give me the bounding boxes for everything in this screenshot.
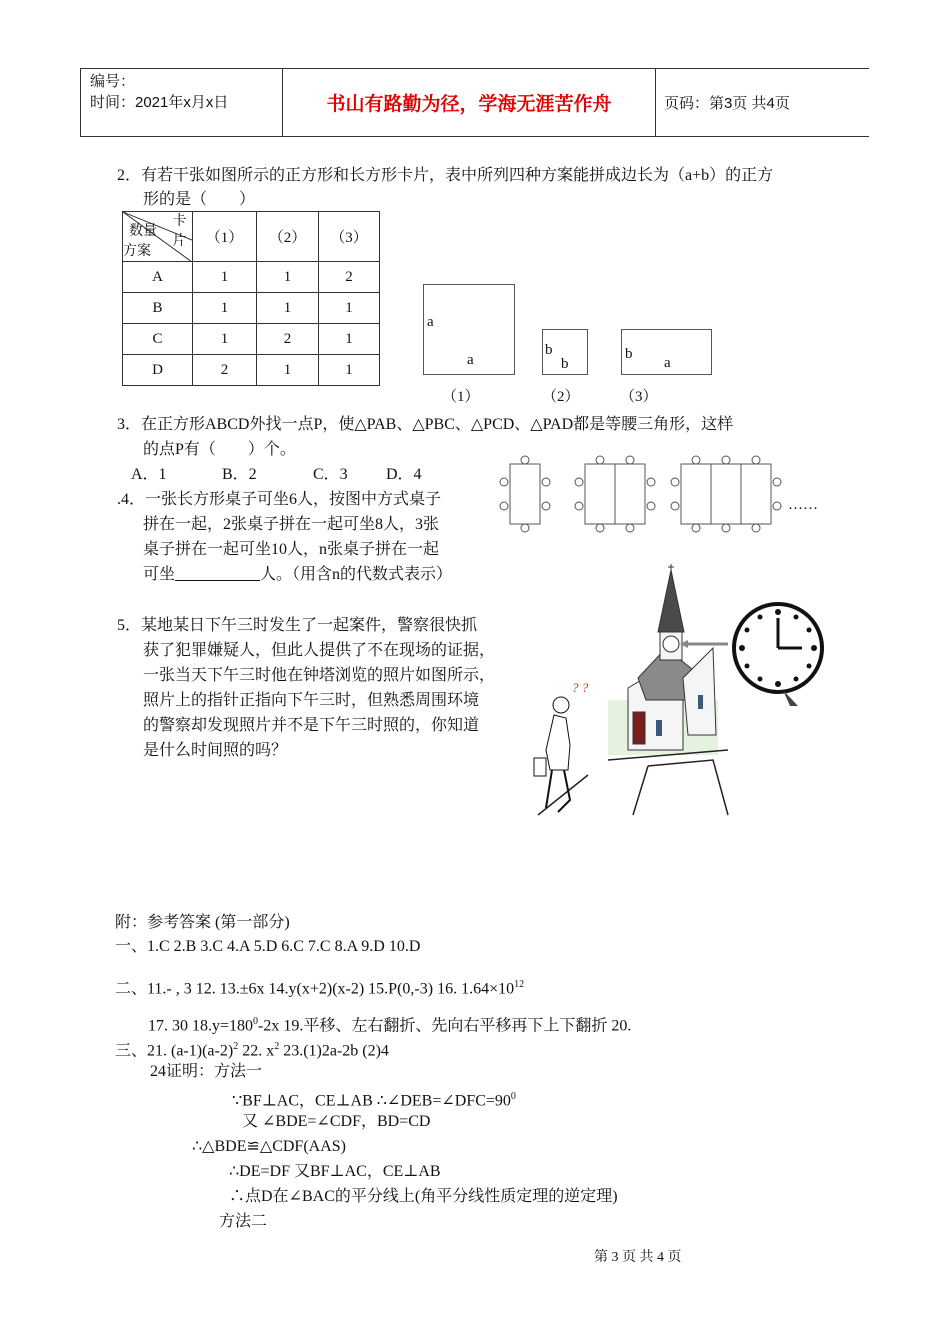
tables-diagram [496, 452, 786, 536]
proof-24-line4: ∴DE=DF 又BF⊥AC，CE⊥AB [229, 1163, 441, 1180]
table-cell: 1 [319, 324, 380, 355]
table-cell: 1 [257, 293, 319, 324]
card-1-caption: （1） [442, 389, 480, 405]
card-3-bottom-label: a [664, 355, 671, 371]
q5-line: 照片上的指针正指向下午三时，但熟悉周围环境 [143, 692, 480, 709]
header-meta [90, 71, 228, 113]
row-label: A [123, 262, 193, 293]
person-briefcase [534, 758, 546, 776]
answers-part3-exp2: 2 [274, 1041, 280, 1052]
table-cell: 1 [319, 293, 380, 324]
q4-text-before-blank: 可坐 [143, 566, 176, 583]
church-side [683, 648, 716, 735]
header-number: 编号： [90, 73, 136, 90]
answers-part2a [115, 975, 524, 999]
q5-line: 是什么时间照的吗？ [143, 742, 288, 759]
table-cell: 1 [193, 262, 257, 293]
q5-line: 一张当天下午三时他在钟塔浏览的照片如图所示， [143, 667, 496, 684]
proof-24-line1-text: ∵BF⊥AC，CE⊥AB ∴∠DEB=∠DFC=90 [232, 1092, 511, 1110]
corner-mid-label: 数量 [129, 224, 157, 239]
card-3-side-label: b [625, 346, 633, 362]
answers-part2a-exponent: 12 [514, 979, 525, 990]
table-corner-cell [123, 212, 193, 262]
q3-text-line2: 的点P有（ ）个。 [143, 441, 296, 458]
card-2-caption: （2） [542, 389, 580, 405]
row-label: B [123, 293, 193, 324]
table-header: （1） [193, 212, 257, 262]
clock-stand [783, 690, 798, 706]
proof-24-title: 24证明：方法一 [150, 1063, 263, 1080]
header-motto: 书山有路勤为径，学海无涯苦作舟 [326, 93, 612, 115]
answers-part1: 一、1.C 2.B 3.C 4.A 5.D 6.C 7.C 8.A 9.D 10.D [115, 938, 421, 955]
proof-24-line1-exp: 0 [510, 1091, 516, 1102]
q3-option-c: C．3 [313, 466, 348, 483]
header-divider-2 [655, 69, 656, 136]
table-row [123, 293, 380, 324]
row-label: C [123, 324, 193, 355]
table-cell: 1 [193, 324, 257, 355]
q3-option-d: D．4 [386, 466, 422, 483]
table-cell: 2 [319, 262, 380, 293]
clock-tower-illustration [528, 560, 838, 818]
q4-text-line4 [143, 562, 452, 587]
corner-top-label: 卡片 [172, 214, 187, 249]
answers-part3-text3: 23.(1)2a-2b (2)4 [279, 1042, 389, 1060]
table-cell: 2 [193, 355, 257, 386]
q3-option-a: A．1 [131, 466, 167, 483]
q5-line: 5．某地某日下午三时发生了一起案件，警察很快抓 [117, 617, 478, 634]
table-header: （2） [257, 212, 319, 262]
answers-part2b-text2: -2x 19.平移、左右翻折、先向右平移再下上下翻折 20. [258, 1017, 632, 1035]
church-window [698, 695, 703, 709]
q4-text-line2: 拼在一起，2张桌子拼在一起可坐8人，3张 [143, 516, 440, 533]
tower-clock-icon [663, 636, 679, 652]
table-cell: 1 [257, 355, 319, 386]
q2-text-line1: 2．有若干张如图所示的正方形和长方形卡片，表中所列四种方案能拼成边长为（a+b）的正方 [117, 167, 774, 184]
person-body [546, 715, 570, 770]
page-header [80, 68, 869, 137]
proof-24-line1 [232, 1087, 516, 1111]
tower-spire [658, 570, 684, 632]
q2-text-line2: 形的是（ ） [143, 191, 256, 208]
row-label: D [123, 355, 193, 386]
q3-text-line1: 3．在正方形ABCD外找一点P，使△PAB、△PBC、△PCD、△PAD都是等腰三角形，这样 [117, 416, 734, 433]
q4-ellipsis: …… [788, 497, 818, 513]
table-row [123, 324, 380, 355]
q5-line: 的警察却发现照片并不是下午三时照的，你知道 [143, 717, 480, 734]
q4-answer-blank[interactable] [175, 563, 260, 581]
q4-text-line1: .4．一张长方形桌子可坐6人，按图中方式桌子 [117, 491, 442, 508]
answers-part3 [115, 1037, 389, 1061]
q4-text-after-blank: 人。（用含n的代数式表示） [260, 566, 453, 583]
answers-part3-text2: 22. x [238, 1042, 275, 1060]
card-1-side-label: a [427, 314, 434, 330]
table-cell: 2 [257, 324, 319, 355]
question-marks: ? ? [572, 680, 589, 695]
table-row [123, 262, 380, 293]
card-3-caption: （3） [620, 389, 658, 405]
answers-part3-text1: 三、21. (a-1)(a-2) [115, 1042, 234, 1060]
header-page: 页码：第3页 共4页 [664, 95, 790, 112]
answers-part2a-text: 二、11.- , 3 12. 13.±6x 14.y(x+2)(x-2) 15.P(0,-3) 16. 1.64×10 [115, 980, 515, 998]
proof-24-line2: 又 ∠BDE=∠CDF，BD=CD [242, 1113, 431, 1130]
page-footer: 第 3 页 共 4 页 [594, 1250, 682, 1265]
church-door [633, 712, 645, 744]
answers-title: 附：参考答案 (第一部分) [115, 914, 290, 931]
table-row [123, 355, 380, 386]
answers-part2b [148, 1012, 631, 1036]
proof-24-line6: 方法二 [219, 1213, 268, 1230]
person-head [553, 697, 569, 713]
table-cell: 1 [319, 355, 380, 386]
proof-24-line3: ∴△BDE≌△CDF(AAS) [192, 1138, 346, 1155]
q4-text-line3: 桌子拼在一起可坐10人，n张桌子拼在一起 [143, 541, 440, 558]
table-cell: 1 [257, 262, 319, 293]
answers-part2b-text1: 17. 30 18.y=180 [148, 1017, 254, 1035]
answers-part2b-exponent: 0 [253, 1016, 259, 1027]
table-cell: 1 [193, 293, 257, 324]
header-border-left [80, 69, 81, 136]
proof-24-line5: ∴点D在∠BAC的平分线上(角平分线性质定理的逆定理) [229, 1188, 618, 1205]
table-1-shape [510, 464, 540, 524]
card-2-side-label: b [545, 342, 553, 358]
q5-line: 获了犯罪嫌疑人，但此人提供了不在现场的证据， [143, 642, 496, 659]
q2-table [122, 211, 380, 386]
card-2-bottom-label: b [561, 356, 569, 372]
card-1-bottom-label: a [467, 352, 474, 368]
corner-bottom-label: 方案 [123, 244, 151, 259]
answers-part3-exp1: 2 [233, 1041, 239, 1052]
header-date: 时间：2021年x月x日 [90, 94, 229, 111]
table-header: （3） [319, 212, 380, 262]
church-window [656, 720, 662, 736]
q3-option-b: B．2 [222, 466, 257, 483]
